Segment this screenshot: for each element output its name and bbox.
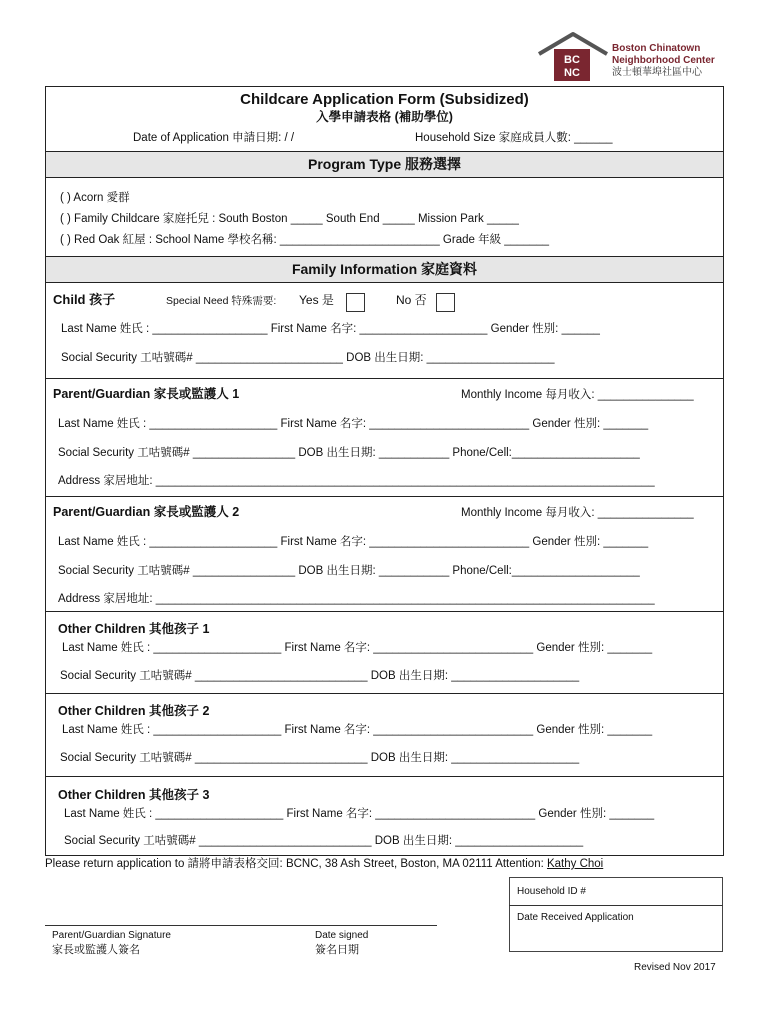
parent2-heading: Parent/Guardian 家長或監護人 2: [53, 505, 240, 519]
special-need-label: Special Need 特殊需要:: [166, 295, 277, 307]
parent2-address[interactable]: Address 家居地址: ______________________________________________________________________________: [58, 593, 655, 605]
house-logo-icon: [533, 30, 613, 82]
parent2-income[interactable]: Monthly Income 每月收入: _______________: [461, 507, 694, 519]
org-name-cn: 波士頓華埠社區中心: [612, 67, 702, 78]
household-size[interactable]: Household Size 家庭成員人數: ______: [415, 132, 613, 144]
special-need-yes-label: Yes 是: [299, 293, 334, 307]
program-red-oak[interactable]: ( ) Red Oak 紅屋 : School Name 學校名稱: _________________________ Grade 年級 _______: [60, 234, 550, 246]
special-need-no-label: No 否: [396, 293, 427, 307]
other-children3-heading: Other Children 其他孩子 3: [58, 788, 210, 802]
org-name-line2: Neighborhood Center: [612, 55, 715, 66]
program-acorn[interactable]: ( ) Acorn 愛群: [60, 192, 130, 204]
form-title-cn: 入學申請表格 (補助學位): [316, 110, 453, 124]
svg-text:NC: NC: [564, 67, 580, 79]
svg-text:BC: BC: [564, 54, 580, 66]
parent1-name-line[interactable]: Last Name 姓氏 : ____________________ First Name 名字: _________________________ Gender 性別: _______: [58, 418, 649, 430]
child-heading: Child 孩子: [53, 292, 116, 307]
date-received-label: Date Received Application: [517, 912, 634, 923]
signature-label: Parent/Guardian Signature: [52, 930, 171, 941]
special-need-yes-checkbox[interactable]: [346, 293, 365, 312]
parent2-ss-line[interactable]: Social Security 工咕號碼# ________________ DOB 出生日期: ___________ Phone/Cell:____________________: [58, 565, 640, 577]
parent1-ss-line[interactable]: Social Security 工咕號碼# ________________ DOB 出生日期: ___________ Phone/Cell:____________________: [58, 447, 640, 459]
household-id-label: Household ID #: [517, 886, 586, 897]
parent1-address[interactable]: Address 家居地址: ______________________________________________________________________________: [58, 475, 655, 487]
org-name-line1: Boston Chinatown: [612, 43, 701, 54]
child-ss-line[interactable]: Social Security 工咕號碼# _______________________ DOB 出生日期: ____________________: [61, 352, 555, 364]
other-children3-name-line[interactable]: Last Name 姓氏 : ____________________ First Name 名字: _________________________ Gender 性別: _______: [64, 808, 655, 820]
other-children1-heading: Other Children 其他孩子 1: [58, 622, 210, 636]
date-of-application[interactable]: Date of Application 申請日期: / /: [133, 132, 295, 144]
office-use-divider: [509, 905, 723, 906]
signature-line[interactable]: [45, 925, 437, 926]
form-title: Childcare Application Form (Subsidized): [240, 91, 529, 108]
parent2-name-line[interactable]: Last Name 姓氏 : ____________________ First Name 名字: _________________________ Gender 性別: _______: [58, 536, 649, 548]
program-family-childcare[interactable]: ( ) Family Childcare 家庭托兒 : South Boston _____ South End _____ Mission Park _____: [60, 213, 519, 225]
other-children2-heading: Other Children 其他孩子 2: [58, 704, 210, 718]
date-signed-label: Date signed: [315, 930, 369, 941]
revised-date: Revised Nov 2017: [634, 962, 716, 973]
other-children2-ss-line[interactable]: Social Security 工咕號碼# ___________________________ DOB 出生日期: ____________________: [60, 752, 580, 764]
bcnc-logo: [533, 30, 613, 82]
program-type-band: Program Type 服務選擇: [45, 151, 724, 178]
other-children2-name-line[interactable]: Last Name 姓氏 : ____________________ First Name 名字: _________________________ Gender 性別: _______: [62, 724, 653, 736]
signature-label-cn: 家長或監護人簽名: [52, 944, 140, 956]
special-need-no-checkbox[interactable]: [436, 293, 455, 312]
attention-name: Kathy Choi: [546, 858, 604, 870]
return-instructions: [45, 857, 603, 871]
parent1-heading: Parent/Guardian 家長或監護人 1: [53, 387, 240, 401]
other-children1-name-line[interactable]: Last Name 姓氏 : ____________________ First Name 名字: _________________________ Gender 性別: _______: [62, 642, 653, 654]
return-text: Please return application to 請將申請表格交回: BCNC, 38 Ash Street, Boston, MA 02111 Attention:: [45, 858, 547, 870]
other-children1-ss-line[interactable]: Social Security 工咕號碼# ___________________________ DOB 出生日期: ____________________: [60, 670, 580, 682]
child-name-line[interactable]: Last Name 姓氏 : __________________ First Name 名字: ____________________ Gender 性別: ______: [61, 323, 600, 335]
date-signed-label-cn: 簽名日期: [315, 944, 359, 956]
family-information-band: Family Information 家庭資料: [45, 256, 724, 283]
parent1-income[interactable]: Monthly Income 每月收入: _______________: [461, 389, 694, 401]
other-children3-ss-line[interactable]: Social Security 工咕號碼# ___________________________ DOB 出生日期: ____________________: [64, 835, 584, 847]
